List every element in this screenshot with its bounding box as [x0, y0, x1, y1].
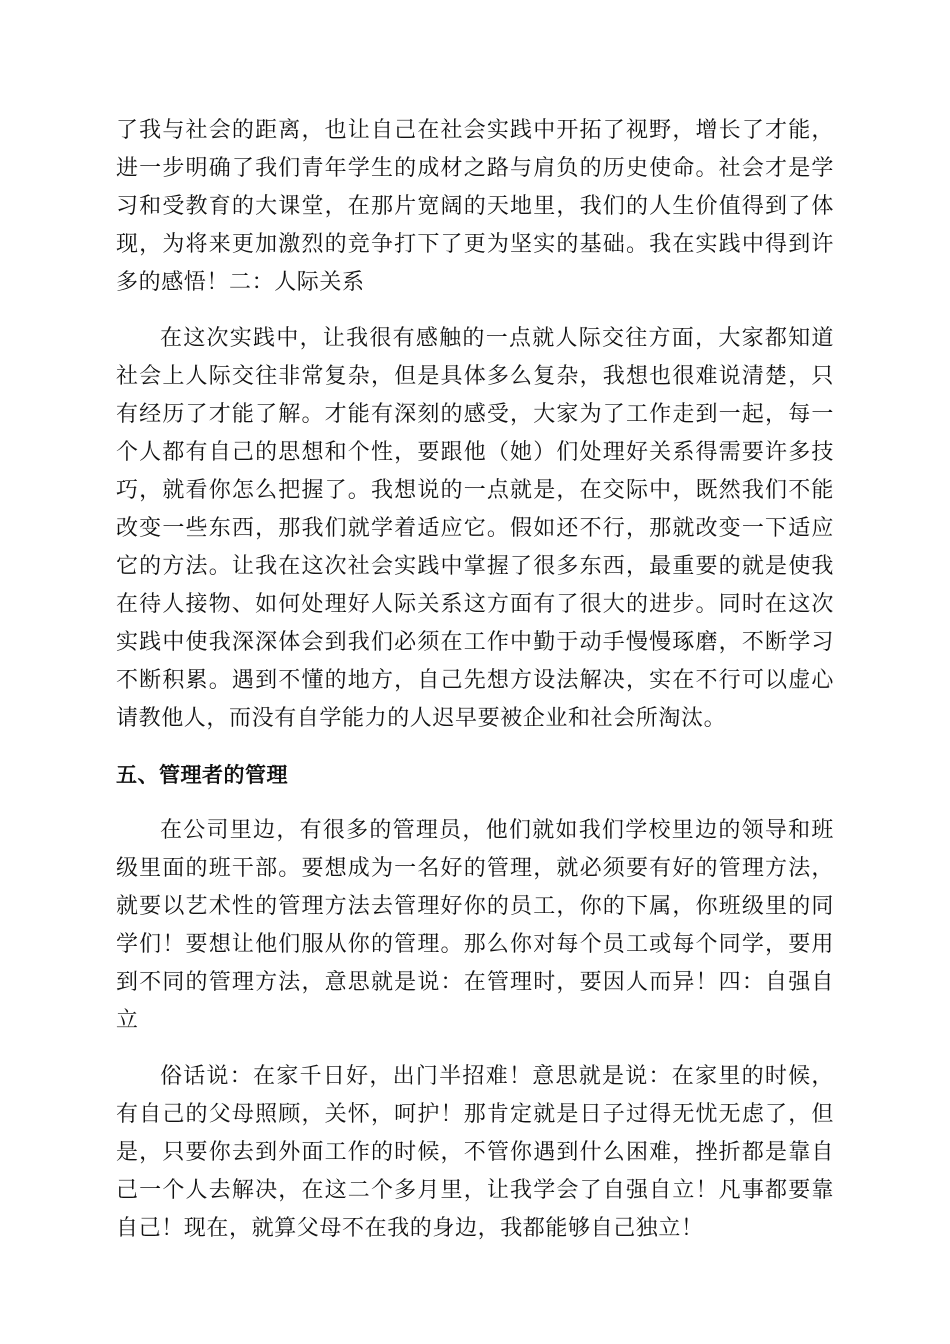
paragraph-self-reliance: 俗话说：在家千日好，出门半招难！意思就是说：在家里的时候，有自己的父母照顾，关怀，呵护！那肯定就是日子过得无忧无虑了，但是，只要你去到外面工作的时候，不管你遇到什么困难，挫折都是靠自己一个人去解决，在这二个多月里，让我学会了自强自立！凡事都要靠自己！现在，就算父母不在我的身边，我都能够自己独立！ — [116, 1064, 834, 1241]
paragraph-management: 在公司里边，有很多的管理员，他们就如我们学校里边的领导和班级里面的班干部。要想成为一名好的管理，就必须要有好的管理方法，就要以艺术性的管理方法去管理好你的员工，你的下属，你班级里的同学们！要想让他们服从你的管理。那么你对每个员工或每个同学，要用到不同的管理方法，意思就是说：在管理时，要因人而异！四：自强自立 — [116, 818, 834, 1033]
paragraph-gap — [116, 1040, 834, 1058]
paragraph-gap — [116, 302, 834, 320]
paragraph-continuation: 了我与社会的距离，也让自己在社会实践中开拓了视野，增长了才能，进一步明确了我们青年学生的成材之路与肩负的历史使命。社会才是学习和受教育的大课堂，在那片宽阔的天地里，我们的人生价值得到了体现，为将来更加激烈的竞争打下了更为坚实的基础。我在实践中得到许多的感悟！二：人际关系 — [116, 118, 834, 295]
document-page — [116, 112, 834, 1248]
paragraph-gap — [116, 794, 834, 812]
paragraph-interpersonal: 在这次实践中，让我很有感触的一点就人际交往方面，大家都知道社会上人际交往非常复杂，但是具体多么复杂，我想也很难说清楚，只有经历了才能了解。才能有深刻的感受，大家为了工作走到一起，每一个人都有自己的思想和个性，要跟他（她）们处理好关系得需要许多技巧，就看你怎么把握了。我想说的一点就是，在交际中，既然我们不能改变一些东西，那我们就学着适应它。假如还不行，那就改变一下适应它的方法。让我在这次社会实践中掌握了很多东西，最重要的就是使我在待人接物、如何处理好人际关系这方面有了很大的进步。同时在这次实践中使我深深体会到我们必须在工作中勤于动手慢慢琢磨，不断学习不断积累。遇到不懂的地方，自己先想方设法解决，实在不行可以虚心请教他人，而没有自学能力的人迟早要被企业和社会所淘汰。 — [116, 326, 834, 731]
section-heading-management: 五、管理者的管理 — [116, 763, 288, 787]
paragraph-gap — [116, 738, 834, 756]
